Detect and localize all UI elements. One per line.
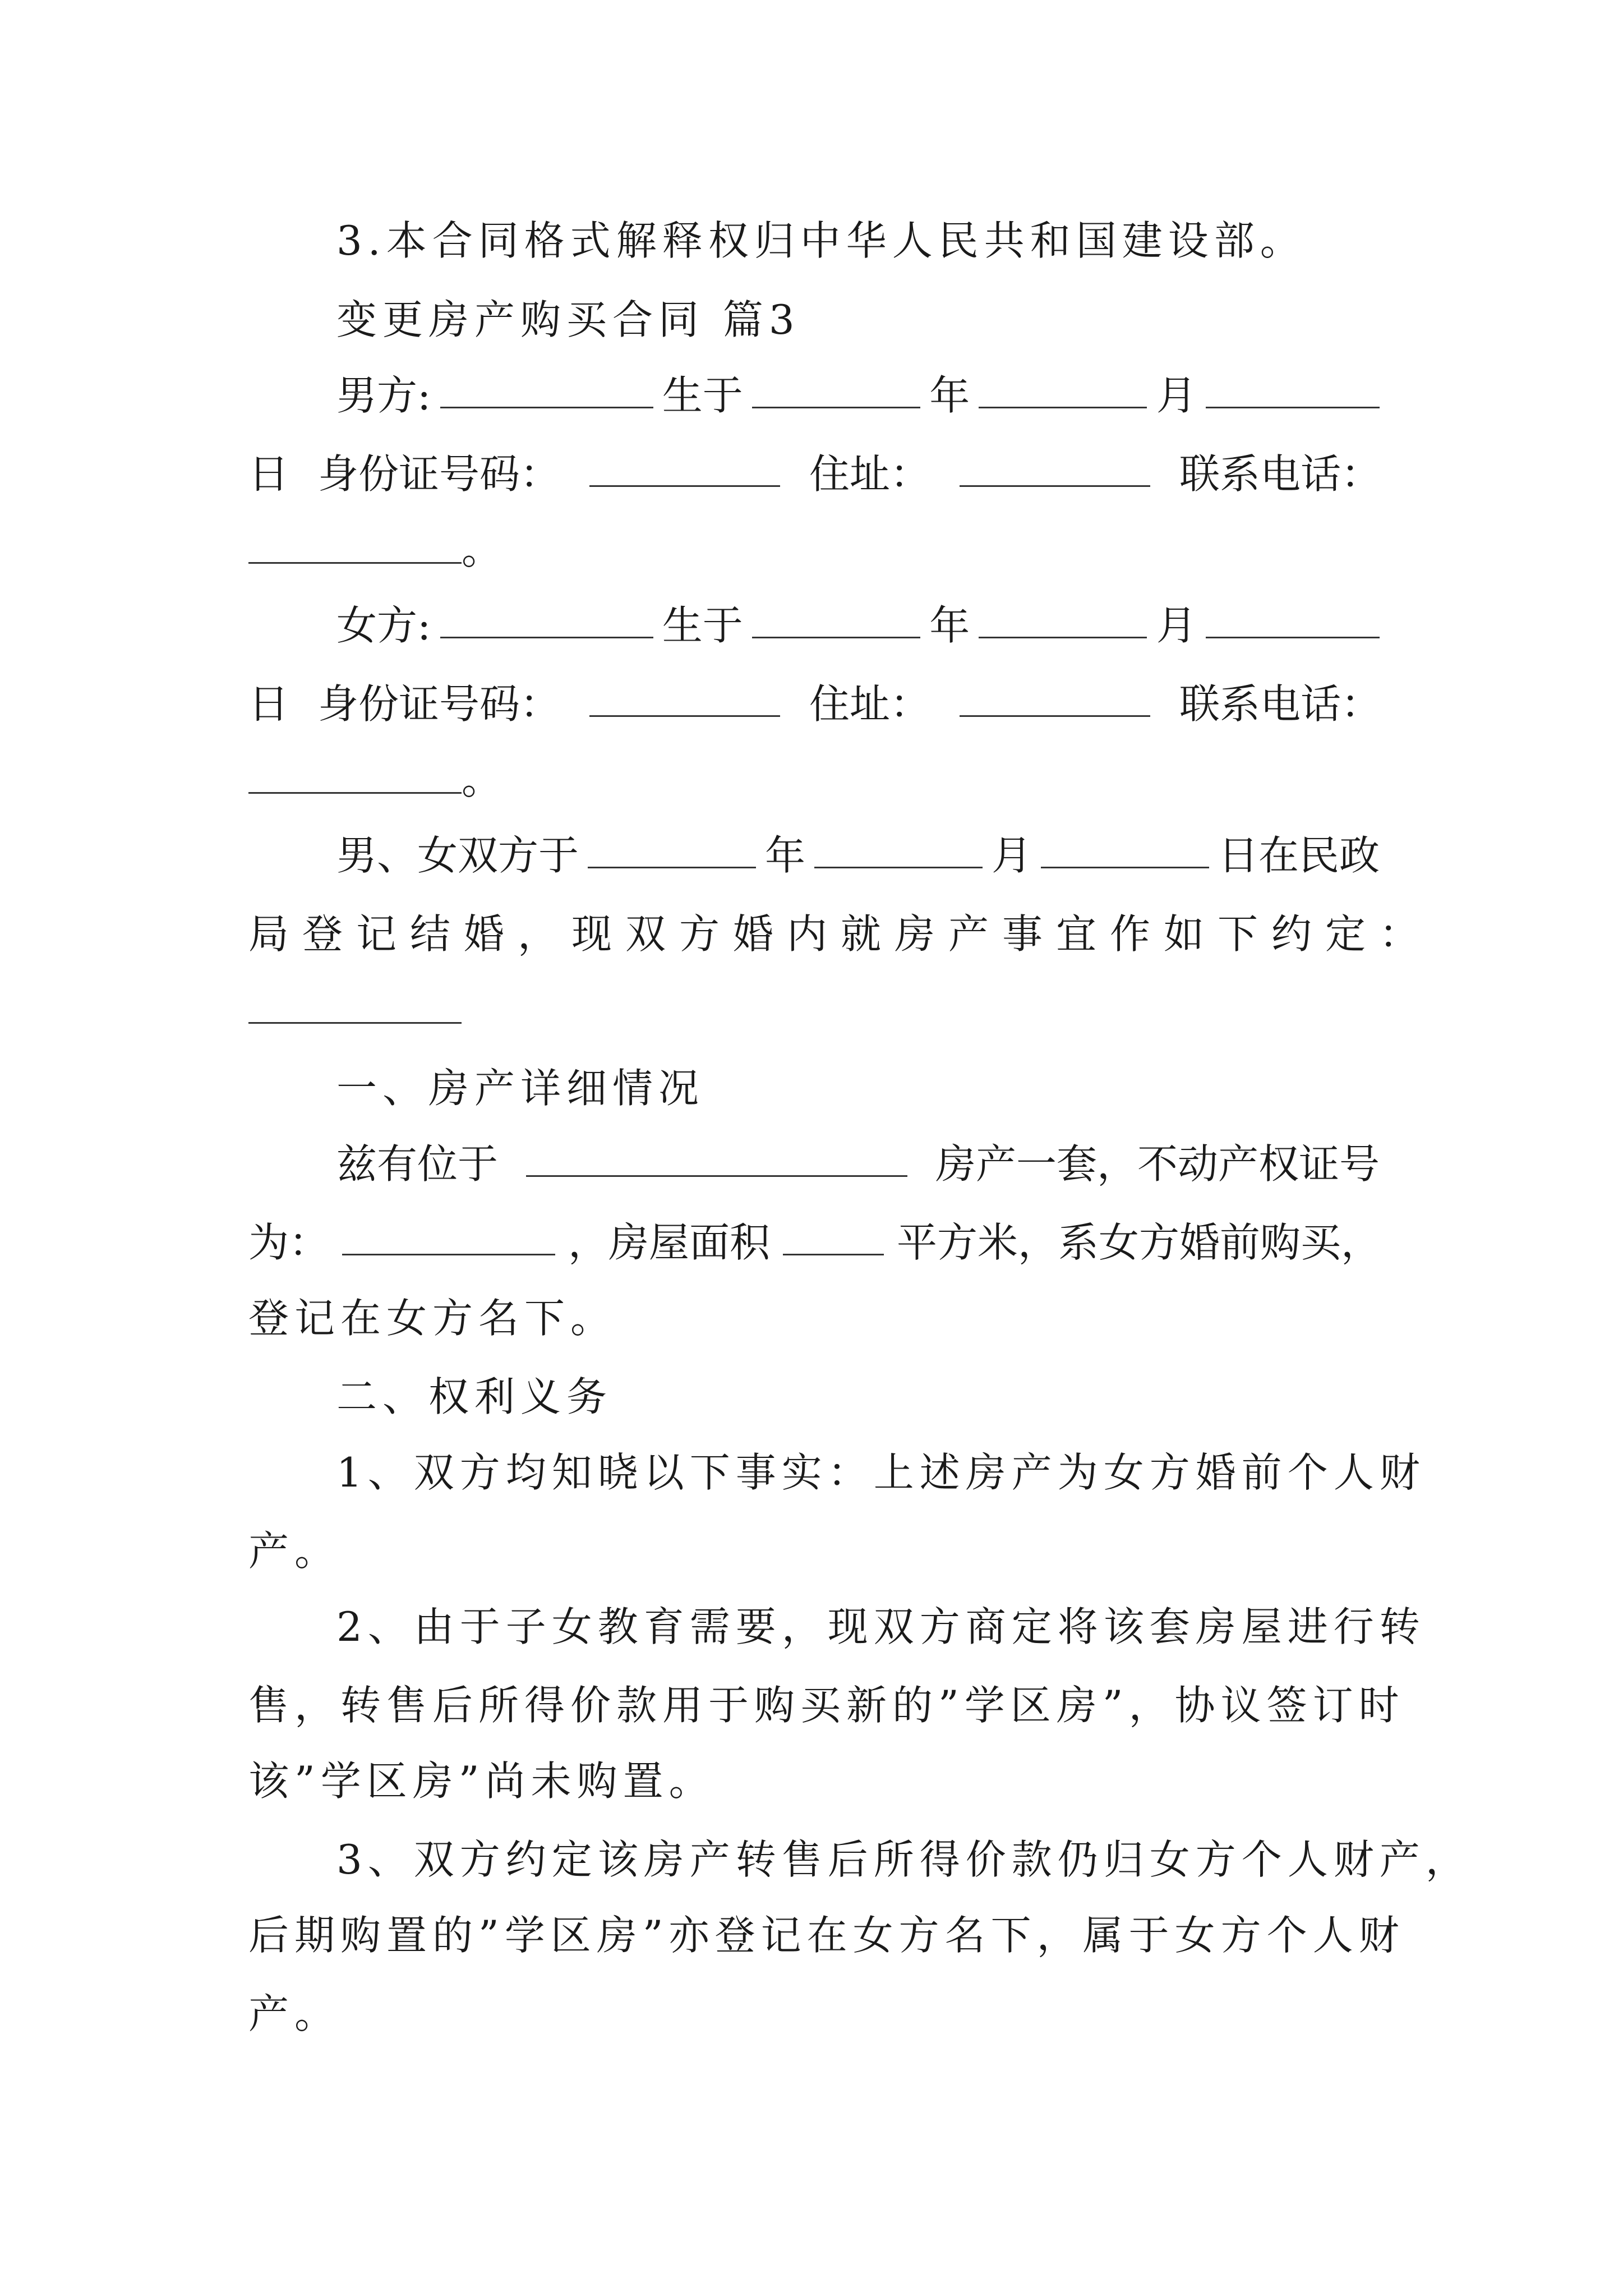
marriage-text-a: 男、女双方于 <box>336 832 579 879</box>
house-line-1 <box>336 1136 1380 1192</box>
item-2-line-2: 售，转售后所得价款用于购买新的”学区房”，协议签订时 <box>248 1682 1405 1729</box>
marriage-month-blank <box>814 827 983 868</box>
item-2-line-1: 2、由于子女教育需要，现双方商定将该套房屋进行转 <box>336 1603 1426 1650</box>
male-id-blank <box>589 446 780 487</box>
year-label: 年 <box>929 602 970 649</box>
house-text-b: 房产一套，不动产权证号 <box>935 1140 1380 1188</box>
month-label: 月 <box>991 832 1032 879</box>
id-label: 身份证号码： <box>318 680 561 728</box>
male-phone-blank <box>248 523 462 564</box>
house-line-2 <box>248 1214 1381 1271</box>
female-birth-day-blank <box>1206 597 1380 638</box>
born-label: 生于 <box>662 602 743 649</box>
certificate-number-blank <box>342 1214 555 1255</box>
marriage-year-blank <box>588 827 756 868</box>
house-location-blank <box>526 1136 907 1177</box>
period: 。 <box>462 526 508 573</box>
item-1-line-1: 1、双方均知晓以下事实：上述房产为女方婚前个人财 <box>336 1449 1426 1496</box>
day-label: 日 <box>248 450 289 498</box>
female-birth-year-blank <box>752 597 920 638</box>
female-party-line-2 <box>248 676 1381 732</box>
male-birth-month-blank <box>979 367 1147 408</box>
born-label: 生于 <box>662 372 743 419</box>
female-id-blank <box>589 676 780 717</box>
section-2-title: 二、权利义务 <box>336 1373 613 1420</box>
section-1-title: 一、房产详细情况 <box>336 1065 705 1112</box>
contract-clause-3: 3.本合同格式解释权归中华人民共和国建设部。 <box>336 217 1306 264</box>
marriage-line-2: 局登记结婚，现双方婚内就房产事宜作如下约定： <box>248 910 1433 958</box>
female-label: 女方: <box>336 602 431 649</box>
month-label: 月 <box>1156 372 1197 419</box>
period: 。 <box>462 756 508 803</box>
female-party-line-1 <box>336 597 1380 654</box>
marriage-line-3 <box>248 982 1381 1038</box>
item-3-line-1: 3、双方约定该房产转售后所得价款仍归女方个人财产， <box>336 1836 1472 1883</box>
house-text-e: 平方米，系女方婚前购买， <box>896 1219 1381 1266</box>
month-label: 月 <box>1156 602 1197 649</box>
male-party-line-1 <box>336 367 1380 424</box>
year-label: 年 <box>764 832 805 879</box>
male-birth-year-blank <box>752 367 920 408</box>
item-1-line-2: 产。 <box>248 1527 341 1575</box>
male-label: 男方: <box>336 372 431 419</box>
house-text-a: 兹有位于 <box>336 1140 499 1188</box>
marriage-day-blank <box>1041 827 1209 868</box>
item-3-line-2: 后期购置的”学区房”亦登记在女方名下，属于女方个人财 <box>248 1912 1405 1959</box>
female-address-blank <box>960 676 1150 717</box>
address-label: 住址： <box>809 450 930 498</box>
year-label: 年 <box>929 372 970 419</box>
item-3-line-3: 产。 <box>248 1990 341 2037</box>
female-birth-month-blank <box>979 597 1147 638</box>
male-address-blank <box>960 446 1150 487</box>
male-party-line-3 <box>248 522 1381 578</box>
female-party-line-3 <box>248 752 1381 808</box>
marriage-text-b: 日在民政 <box>1218 832 1380 879</box>
phone-label: 联系电话： <box>1179 450 1381 498</box>
female-phone-blank <box>248 753 462 794</box>
address-label: 住址： <box>809 680 930 728</box>
male-birth-day-blank <box>1206 367 1380 408</box>
id-label: 身份证号码： <box>318 450 561 498</box>
male-name-blank <box>440 367 653 408</box>
house-text-c: 为： <box>248 1219 330 1266</box>
agreement-blank <box>248 983 462 1024</box>
marriage-line-1 <box>336 827 1380 884</box>
female-name-blank <box>440 597 653 638</box>
phone-label: 联系电话： <box>1179 680 1381 728</box>
area-blank <box>783 1214 884 1255</box>
item-2-line-3: 该”学区房”尚未购置。 <box>248 1757 715 1805</box>
house-line-3: 登记在女方名下。 <box>248 1295 617 1342</box>
house-text-d: ，房屋面积 <box>568 1219 770 1266</box>
day-label: 日 <box>248 680 289 728</box>
male-party-line-2 <box>248 446 1381 502</box>
section-heading: 变更房产购买合同 篇3 <box>336 296 800 343</box>
